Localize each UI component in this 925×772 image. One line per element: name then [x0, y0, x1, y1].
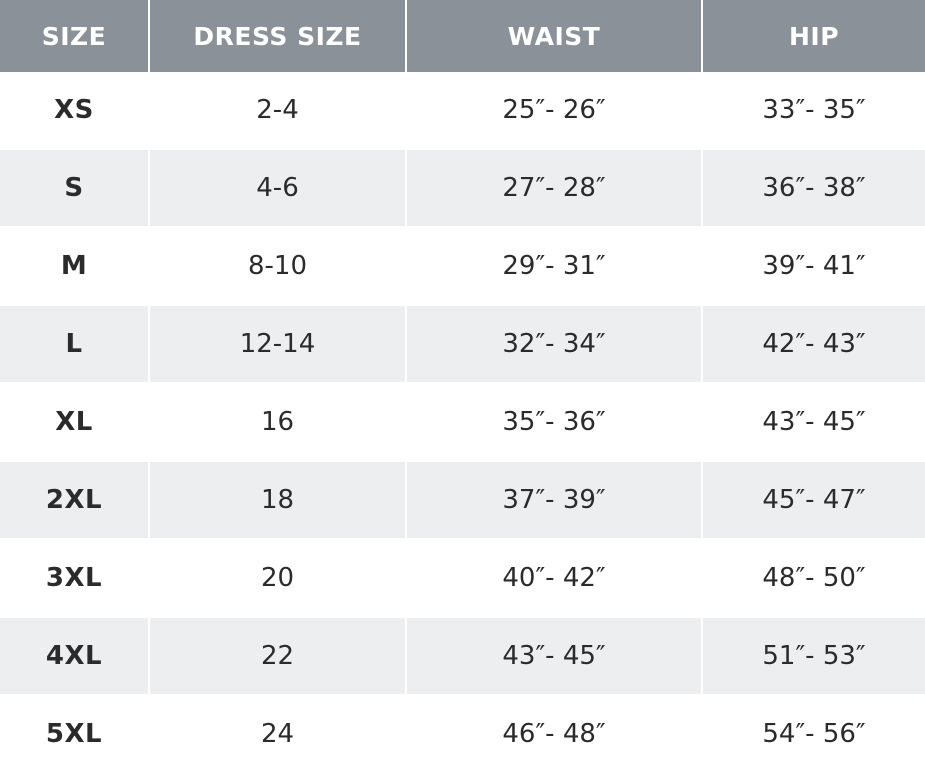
cell-hip: 36″- 38″ — [702, 149, 925, 227]
cell-hip: 39″- 41″ — [702, 227, 925, 305]
cell-waist: 27″- 28″ — [406, 149, 702, 227]
table-header — [0, 0, 925, 72]
cell-hip: 51″- 53″ — [702, 617, 925, 695]
cell-dress-size: 2-4 — [149, 72, 406, 149]
cell-size: 4XL — [0, 617, 149, 695]
cell-waist: 40″- 42″ — [406, 539, 702, 617]
cell-hip: 43″- 45″ — [702, 383, 925, 461]
table-row — [0, 227, 925, 305]
cell-dress-size: 24 — [149, 695, 406, 772]
table-row — [0, 72, 925, 149]
cell-dress-size: 4-6 — [149, 149, 406, 227]
table-row — [0, 461, 925, 539]
cell-dress-size: 8-10 — [149, 227, 406, 305]
cell-size: 2XL — [0, 461, 149, 539]
cell-size: S — [0, 149, 149, 227]
cell-size: 3XL — [0, 539, 149, 617]
cell-waist: 32″- 34″ — [406, 305, 702, 383]
header-cell-size: SIZE — [0, 0, 149, 72]
cell-waist: 37″- 39″ — [406, 461, 702, 539]
cell-waist: 29″- 31″ — [406, 227, 702, 305]
header-row — [0, 0, 925, 72]
cell-hip: 33″- 35″ — [702, 72, 925, 149]
header-cell-dress-size: DRESS SIZE — [149, 0, 406, 72]
header-cell-waist: WAIST — [406, 0, 702, 72]
cell-size: L — [0, 305, 149, 383]
cell-hip: 45″- 47″ — [702, 461, 925, 539]
table-row — [0, 149, 925, 227]
table-row — [0, 305, 925, 383]
cell-hip: 42″- 43″ — [702, 305, 925, 383]
cell-size: 5XL — [0, 695, 149, 772]
cell-size: M — [0, 227, 149, 305]
cell-dress-size: 20 — [149, 539, 406, 617]
cell-waist: 25″- 26″ — [406, 72, 702, 149]
table-row — [0, 695, 925, 772]
table-body — [0, 72, 925, 772]
cell-dress-size: 16 — [149, 383, 406, 461]
table-row — [0, 617, 925, 695]
cell-hip: 54″- 56″ — [702, 695, 925, 772]
cell-dress-size: 22 — [149, 617, 406, 695]
table-row — [0, 383, 925, 461]
cell-size: XS — [0, 72, 149, 149]
cell-dress-size: 18 — [149, 461, 406, 539]
cell-hip: 48″- 50″ — [702, 539, 925, 617]
header-cell-hip: HIP — [702, 0, 925, 72]
cell-waist: 46″- 48″ — [406, 695, 702, 772]
cell-size: XL — [0, 383, 149, 461]
table-row — [0, 539, 925, 617]
cell-dress-size: 12-14 — [149, 305, 406, 383]
cell-waist: 43″- 45″ — [406, 617, 702, 695]
cell-waist: 35″- 36″ — [406, 383, 702, 461]
